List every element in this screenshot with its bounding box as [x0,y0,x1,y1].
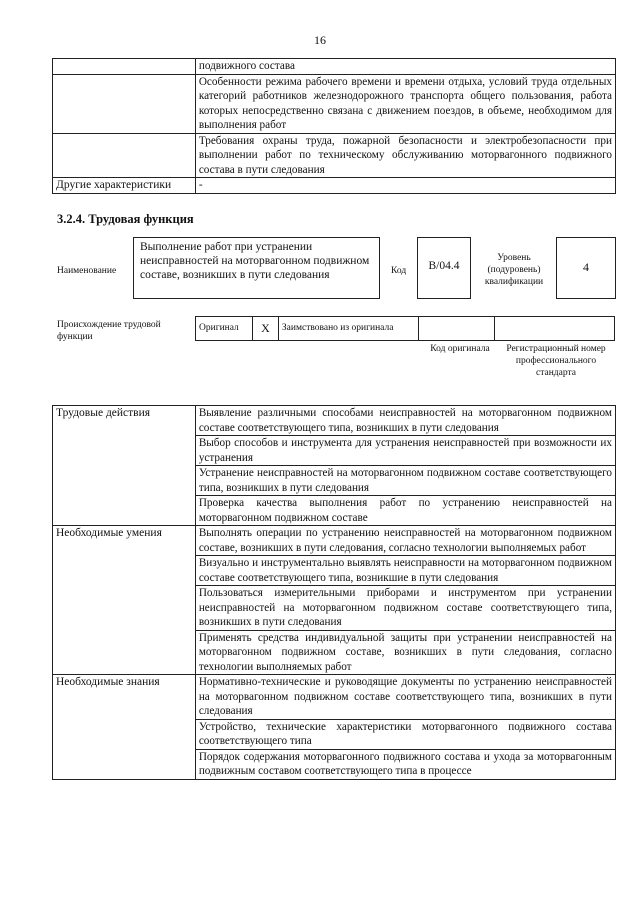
page-number: 16 [314,33,326,47]
table-row [53,526,616,556]
table-cell: Устройство, технические характеристики моторвагонного подвижного состава соответствующего типа [195,719,615,749]
table-cell: Особенности режима рабочего времени и времени отдыха, условий труда отдельных категорий работников железнодорожного транспорта общего пользования, работа которых непосредственно связана с движением поездов, в объеме, необходимом для выполнения работ [195,74,615,133]
table-row [53,675,616,720]
table-cell [53,59,196,75]
section-title: 3.2.4. Трудовая функция [57,212,194,226]
table-cell: Выявление различными способами неисправностей на моторвагонном подвижном составе соответствующего типа, возникших в пути следования [195,406,615,436]
top-characteristics-table [52,58,616,194]
table-cell: - [195,178,615,194]
table-cell: Устранение неисправностей на моторвагонном подвижном составе соответствующего типа, возникших в пути следования [195,466,615,496]
name-label: Наименование [57,266,117,276]
table-row [53,59,616,75]
skills-label: Необходимые умения [53,526,196,675]
labor-actions-label: Трудовые действия [53,406,196,526]
table-row [53,178,616,194]
table-cell [53,74,196,133]
table-cell: Применять средства индивидуальной защиты при устранении неисправностей на моторвагонном подвижном составе, возникших в пути следования, согласно технологии выполняемых работ [195,630,615,675]
table-cell: Требования охраны труда, пожарной безопасности и электробезопасности при выполнении работ по техническому обслуживанию моторвагонного подвижного состава в пути следования [195,133,615,178]
table-row [53,74,616,133]
table-cell: Выбор способов и инструмента для устранения неисправностей при возможности их устранения [195,436,615,466]
level-box: 4 [556,237,616,299]
table-cell [53,133,196,178]
table-cell: Проверка качества выполнения работ по устранению неисправностей на моторвагонном подвижном составе [195,496,615,526]
origin-table [195,316,615,341]
table-row [196,317,615,341]
original-mark: X [252,317,278,341]
table-cell: Пользоваться измерительными приборами и инструментом при устранении неисправностей на моторвагонном подвижном составе соответствующего типа, возникших в пути следования [195,586,615,631]
table-cell [418,317,495,341]
table-cell: Визуально и инструментально выявлять неисправности на моторвагонном подвижном составе соответствующего типа, возникшие в пути следования [195,556,615,586]
knowledge-label: Необходимые знания [53,675,196,780]
reg-number-label: Регистрационный номер профессионального стандарта [506,344,606,378]
table-row [53,406,616,436]
code-label: Код [391,266,407,276]
table-cell: Порядок содержания моторвагонного подвижного состава и ухода за моторвагонным подвижным составом соответствующего типа в процессе [195,749,615,779]
original-label: Оригинал [196,317,253,341]
table-cell: Нормативно-технические и руководящие документы по устранению неисправностей на моторвагонном подвижном составе соответствующего типа, возникших в пути следования [195,675,615,720]
main-function-table [52,405,616,780]
code-original-label: Код оригинала [430,344,490,354]
table-cell [495,317,615,341]
table-cell: подвижного состава [195,59,615,75]
borrowed-label: Заимствовано из оригинала [278,317,418,341]
origin-label: Происхождение трудовой функции [57,320,161,342]
table-row [53,133,616,178]
code-box: B/04.4 [417,237,471,299]
function-name-box: Выполнение работ при устранении неисправностей на моторвагонном подвижном составе, возникших в пути следования [133,237,380,299]
table-cell: Выполнять операции по устранению неисправностей на моторвагонном подвижном составе, возникших в пути следования, согласно технологии выполняемых работ [195,526,615,556]
level-label: Уровень (подуровень) квалификации [484,253,544,287]
other-characteristics-label: Другие характеристики [53,178,196,194]
